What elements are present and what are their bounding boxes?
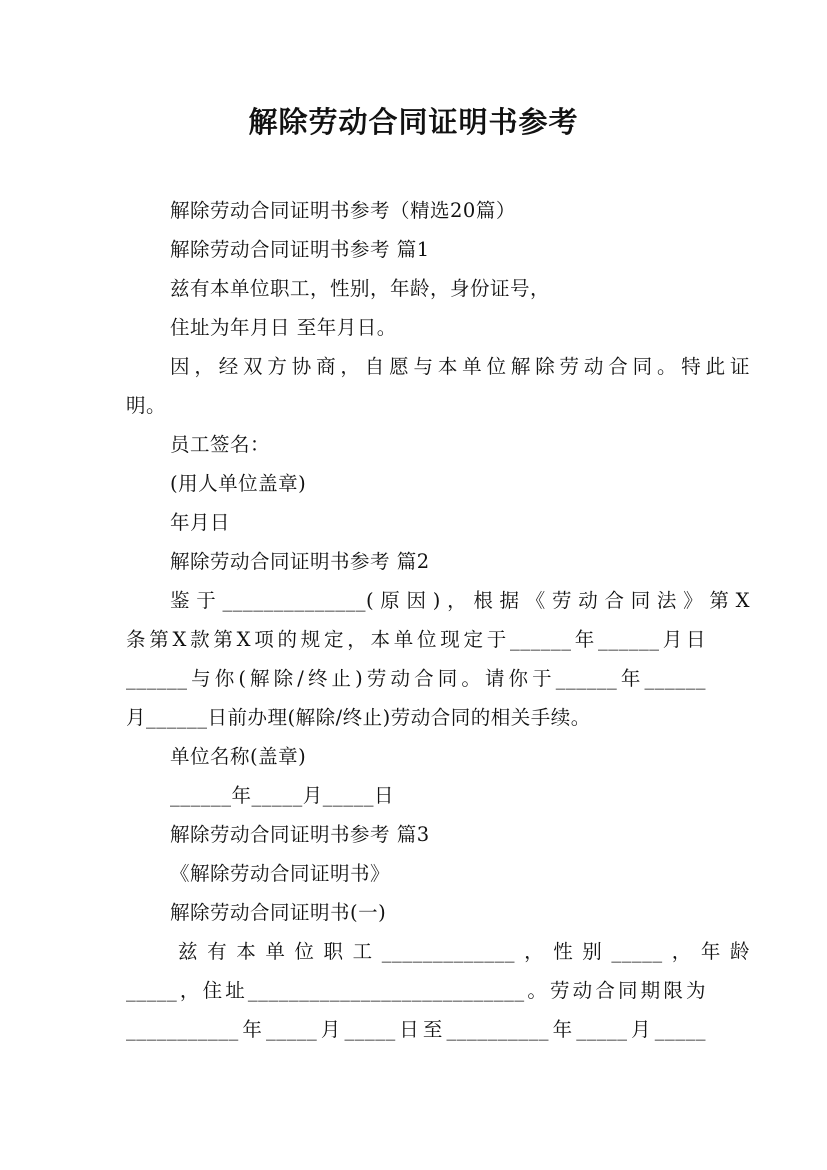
paragraph-line: 因，经双方协商，自愿与本单位解除劳动合同。特此证 [170, 355, 750, 378]
paragraph-line: 解除劳动合同证明书(一) [170, 901, 387, 924]
paragraph-line: 住址为年月日 至年月日。 [170, 316, 397, 339]
paragraph-line: ______与你(解除/终止)劳动合同。请你于______年______ [126, 667, 706, 690]
paragraph-line: 兹有本单位职工_____________，性别_____，年龄 [178, 940, 750, 963]
date-line: ______年_____月_____日 [170, 784, 395, 807]
paragraph-line: _____，住址___________________________。劳动合同期限为 [126, 979, 706, 1002]
paragraph-line: ___________年_____月_____日至__________年_____月_____ [126, 1018, 706, 1041]
paragraph-line: 鉴于______________(原因)，根据《劳动合同法》第X [170, 589, 750, 612]
section-heading: 解除劳动合同证明书参考 篇3 [170, 823, 430, 846]
signature-line: 员工签名： [170, 433, 271, 456]
paragraph-line: 兹有本单位职工，性别，年龄，身份证号， [170, 277, 551, 300]
date-line: 年月日 [170, 511, 231, 534]
seal-line: (用人单位盖章) [170, 472, 307, 495]
seal-line: 单位名称(盖章) [170, 745, 307, 768]
paragraph-line: 月______日前办理(解除/终止)劳动合同的相关手续。 [126, 706, 591, 729]
section-heading: 解除劳动合同证明书参考 篇2 [170, 550, 430, 573]
document-title: 解除劳动合同证明书参考 [248, 105, 579, 139]
section-heading: 解除劳动合同证明书参考 篇1 [170, 238, 430, 261]
paragraph-line: 明。 [126, 394, 167, 417]
paragraph-line: 条第X款第X项的规定，本单位现定于______年______月日 [126, 628, 706, 651]
paragraph-line: 解除劳动合同证明书参考（精选20篇） [170, 199, 516, 222]
paragraph-line: 《解除劳动合同证明书》 [170, 862, 391, 885]
